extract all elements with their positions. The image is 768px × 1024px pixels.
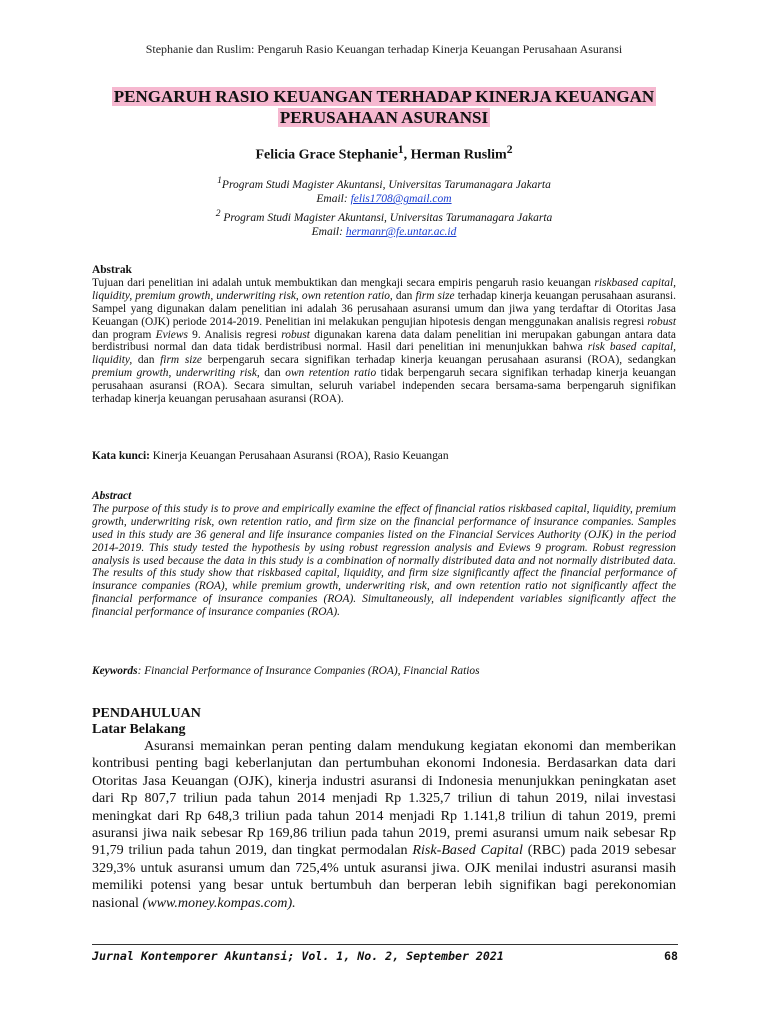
- body-paragraph: Asuransi memainkan peran penting dalam mendukung kegiatan ekonomi dan memberikan kontribusi penting bagi keberlanjutan dan pertumbuhan ekonomi Indonesia. Berdasarkan data dari Otoritas Jasa Keuangan (OJK), kinerja industri asuransi di Indonesia menunjukkan peningkatan aset dari Rp 807,7 triliun pada tahun 2014 menjadi Rp 1.325,7 triliun di tahun 2019, nilai investasi meningkat dari Rp 648,3 triliun pada tahun 2014 menjadi Rp 1.141,8 triliun di tahun 2019, premi asuransi jiwa naik sebesar Rp 169,86 triliun pada tahun 2019, premi asuransi umum naik sebesar Rp 91,79 triliun pada tahun 2019, dan tingkat permodalan Risk-Based Capital (RBC) pada 2019 sebesar 329,3% untuk asuransi umum dan 725,4% untuk asuransi jiwa. OJK menilai industri asuransi masih memiliki potensi yang besar untuk bertumbuh dan berperan lebih signifikan bagi perekonomian nasional (www.money.kompas.com).: [92, 738, 677, 911]
- author-2-sup: 2: [506, 143, 513, 156]
- kata-kunci: [92, 450, 676, 462]
- section-heading: PENDAHULUAN: [92, 706, 201, 721]
- title-line-1: PENGARUH RASIO KEUANGAN TERHADAP KINERJA KEUANGAN: [113, 87, 655, 106]
- abstract-en-heading: Abstract: [92, 490, 132, 502]
- email-link-2[interactable]: hermanr@fe.untar.ac.id: [345, 226, 457, 239]
- abstrak-section: [92, 264, 676, 406]
- abstrak-heading: Abstrak: [92, 264, 132, 276]
- author-1-sup: 1: [397, 143, 404, 156]
- abstract-en-section: [92, 490, 676, 619]
- paper-title: [60, 86, 708, 128]
- author-list: [0, 143, 768, 164]
- kata-kunci-text: Kinerja Keuangan Perusahaan Asuransi (ROA), Rasio Keuangan: [149, 450, 449, 462]
- author-separator: ,: [403, 147, 411, 163]
- abstract-en-body: The purpose of this study is to prove and empirically examine the effect of financial ratios riskbased capital, liquidity, premium growth, underwriting risk, own retention ratio, and firm size on the financial performance of insurance companies. Samples used in this study are 36 general and life insurance companies listed on the Financial Services Authority (OJK) in the period 2014-2019. This study tested the hypothesis by using robust regression analysis and Eviews 9 program. Robust regression analysis is used because the data in this study is a combination of normally distributed data and not normally distributed data. The results of this study show that riskbased capital, liquidity, and firm size significantly affect the financial performance of insurance companies (ROA), while premium growth, underwriting risk, and own retention ratio not significantly affect the financial performance of insurance companies (ROA). Simultaneously, all independent variables significantly affect the financial performance of insurance companies (ROA).: [92, 502, 676, 619]
- kata-kunci-label: Kata kunci:: [92, 450, 150, 462]
- affiliation-2: $^2$ Program Studi Magister Akuntansi, Universitas Tarumanagara Jakarta: [215, 207, 553, 224]
- footer-page-number: 68: [664, 949, 678, 963]
- affiliations: [0, 174, 768, 240]
- running-head: Stephanie dan Ruslim: Pengaruh Rasio Keuangan terhadap Kinerja Keuangan Perusahaan Asuransi: [145, 42, 623, 56]
- subsection-heading: Latar Belakang: [92, 722, 186, 737]
- keywords: [92, 665, 676, 677]
- abstrak-body: Tujuan dari penelitian ini adalah untuk membuktikan dan mengkaji secara empiris pengaruh rasio keuangan riskbased capital, liquidity, premium growth, underwriting risk, own retention ratio, dan firm size terhadap kinerja keuangan perusahaan asuransi. Sampel yang digunakan dalam penelitian ini adalah 36 perusahaan asuransi umum dan jiwa yang terdaftar di Otoritas Jasa Keuangan (OJK) periode 2014-2019. Penelitian ini melakukan pengujian hipotesis dengan menggunakan analisis regresi robust dan program Eviews 9. Analisis regresi robust digunakan karena data dalam penelitian ini merupakan gabungan antara data berdistribusi normal dan data tidak berdistribusi normal. Hasil dari penelitian ini menunjukkan bahwa risk based capital, liquidity, dan firm size berpengaruh secara signifikan terhadap kinerja keuangan perusahaan asuransi (ROA), sedangkan premium growth, underwriting risk, dan own retention ratio tidak berpengaruh secara signifikan terhadap kinerja keuangan perusahaan asuransi (ROA). Secara simultan, seluruh variabel independen secara bersama-sama berpengaruh signifikan terhadap kinerja keuangan perusahaan asuransi (ROA).: [92, 276, 677, 406]
- keywords-text: : Financial Performance of Insurance Companies (ROA), Financial Ratios: [137, 665, 480, 677]
- footer-rule: [92, 944, 678, 945]
- title-line-2: PERUSAHAAN ASURANSI: [279, 108, 489, 127]
- email-link-1[interactable]: felis1708@gmail.com: [350, 193, 452, 206]
- keywords-label: Keywords: [92, 665, 138, 677]
- affiliation-1: $^1$Program Studi Magister Akuntansi, Universitas Tarumanagara Jakarta: [217, 175, 551, 191]
- author-1: Felicia Grace Stephanie: [255, 147, 398, 163]
- affiliation-2-email-line: Email: hermanr@fe.untar.ac.id: [311, 226, 457, 239]
- footer-journal: Jurnal Kontemporer Akuntansi; Vol. 1, No. 2, September 2021: [92, 949, 504, 963]
- author-2: Herman Ruslim: [410, 147, 507, 163]
- affiliation-1-email-line: Email: felis1708@gmail.com: [316, 193, 452, 206]
